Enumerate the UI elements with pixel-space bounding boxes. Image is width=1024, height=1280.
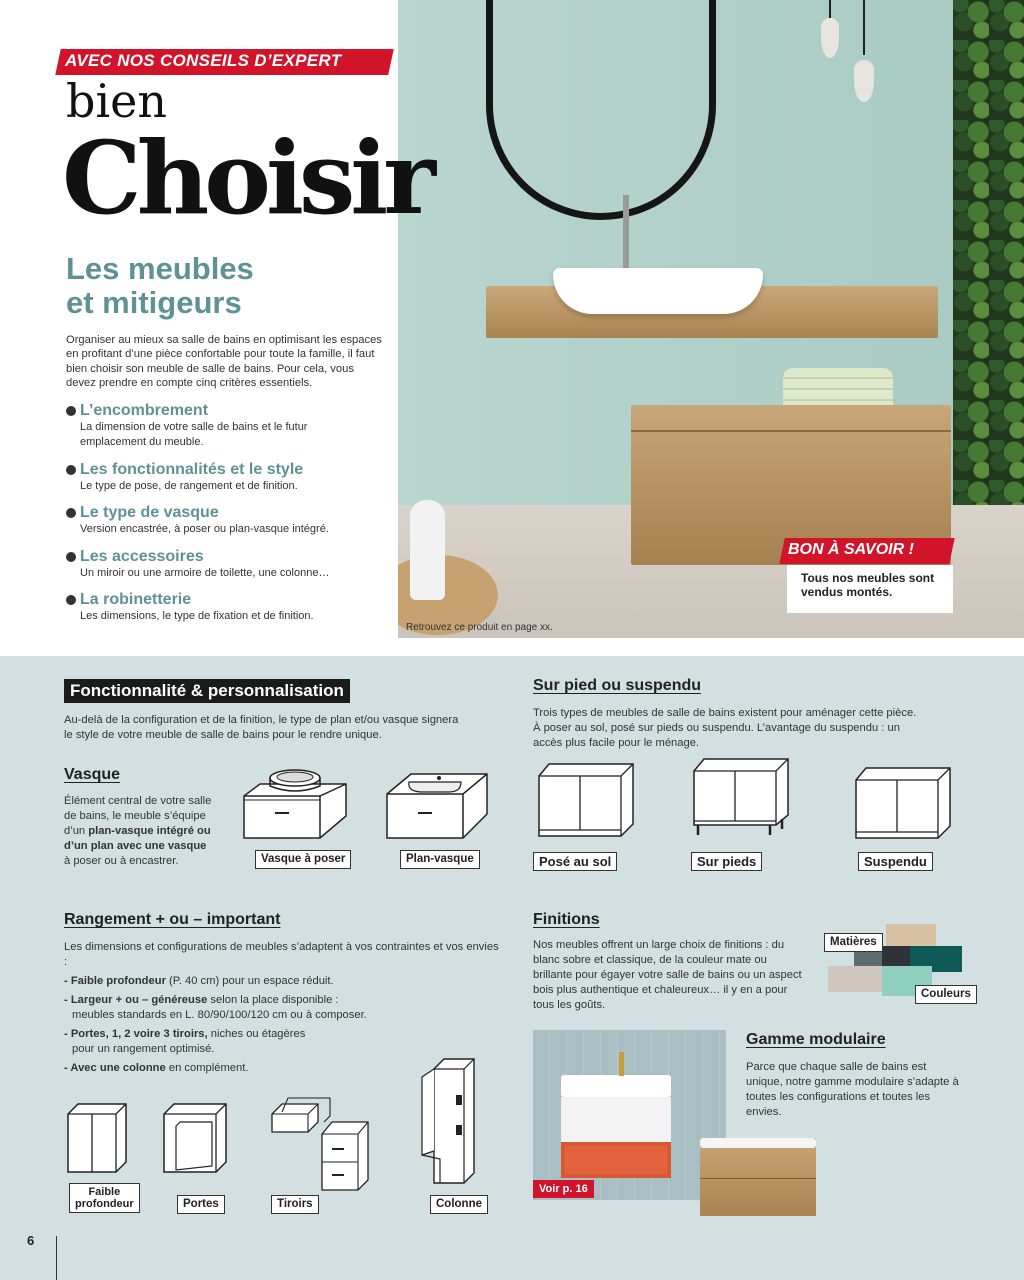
gamme-wood-basin	[700, 1138, 816, 1148]
rangement-item-text: en complément.	[165, 1062, 249, 1074]
rangement-intro: Les dimensions et configurations de meubles s’adaptent à vos contraintes et vos envies :	[64, 941, 499, 968]
bullet-icon	[66, 552, 76, 562]
criterion-title: L’encombrement	[80, 402, 209, 419]
photo-mirror	[486, 0, 716, 220]
rangement-item-bold: - Faible profondeur	[64, 975, 166, 987]
criterion-title: La robinetterie	[80, 591, 192, 608]
colonne-icon	[418, 1055, 478, 1190]
lamp-cord	[863, 0, 865, 55]
gamme-photo	[533, 1030, 726, 1200]
photo-vase	[410, 500, 445, 600]
criterion	[66, 461, 386, 494]
section-title-vasque: Vasque	[64, 766, 121, 783]
label-colonne: Colonne	[430, 1195, 488, 1214]
criterion-desc: Le type de pose, de rangement et de finition.	[80, 480, 298, 492]
photo-tap	[619, 1052, 624, 1076]
label-matieres: Matières	[824, 933, 883, 952]
photo-tap	[623, 195, 629, 270]
lamp-bulb-icon	[854, 60, 874, 102]
pose-au-sol-icon	[535, 762, 635, 847]
label-faible-profondeur	[69, 1183, 140, 1213]
criterion-desc: Un miroir ou une armoire de toilette, une colonne…	[80, 567, 330, 579]
see-page-badge[interactable]: Voir p. 16	[533, 1180, 594, 1198]
faible-profondeur-icon	[64, 1100, 130, 1180]
tiroirs-icon	[268, 1092, 378, 1192]
label-tiroirs: Tiroirs	[271, 1195, 319, 1214]
rangement-item	[64, 1027, 504, 1042]
rangement-item-text: niches ou étagères	[207, 1028, 306, 1040]
label-line: profondeur	[75, 1198, 134, 1210]
label-plan-vasque: Plan-vasque	[400, 850, 480, 869]
section-title-pied: Sur pied ou suspendu	[533, 677, 702, 694]
bullet-icon	[66, 406, 76, 416]
tip-title: BON À SAVOIR !	[788, 541, 914, 558]
finitions-text: Nos meubles offrent un large choix de finitions : du blanc sobre et classique, de la couleur mate ou brillante pour égayer votre salle de bains ou un aspect bois plus authentique et chaleureux… il y en a pour tous les goûts.	[533, 939, 802, 1011]
photo-cabinet-orange	[561, 1142, 671, 1178]
vasque-text-part: à poser ou à encastrer.	[64, 855, 179, 867]
label-line: Faible	[88, 1186, 121, 1198]
photo-drawer-line	[631, 430, 951, 432]
swatch-dark	[882, 946, 910, 966]
label-suspendu: Suspendu	[858, 852, 933, 871]
photo-basin-top	[561, 1075, 671, 1097]
plan-vasque-icon	[383, 770, 493, 845]
gamme-wood-cabinet	[700, 1138, 816, 1216]
criterion-desc: Les dimensions, le type de fixation et de finition.	[80, 610, 314, 622]
criterion	[66, 591, 386, 624]
criterion-desc: Version encastrée, à poser ou plan-vasque intégré.	[80, 523, 329, 535]
portes-icon	[160, 1100, 230, 1180]
section-title-gamme: Gamme modulaire	[746, 1031, 886, 1048]
photo-basin	[553, 268, 763, 314]
criterion-title: Le type de vasque	[80, 504, 219, 521]
sur-pieds-icon	[690, 757, 790, 842]
page-number: 6	[27, 1233, 35, 1248]
rangement-item-bold: - Avec une colonne	[64, 1062, 166, 1074]
header-ribbon-text: AVEC NOS CONSEILS D’EXPERT	[65, 51, 342, 70]
rangement-item-text: meubles standards en L. 80/90/100/120 cm ou à composer.	[72, 1009, 367, 1021]
criterion	[66, 504, 386, 537]
lamp-bulb-icon	[821, 18, 839, 58]
page-divider	[56, 1236, 57, 1280]
vasque-text-bold: plan-vasque intégré ou d’un plan avec une vasque	[64, 825, 211, 852]
page-title: Choisir	[62, 119, 431, 237]
title-small: bien	[66, 74, 168, 128]
criterion	[66, 402, 386, 450]
photo-plant-wall	[953, 0, 1024, 520]
label-sur-pieds: Sur pieds	[691, 852, 762, 871]
label-vasque-a-poser: Vasque à poser	[255, 850, 351, 869]
section-title-rangement: Rangement + ou – important	[64, 911, 281, 928]
swatch-wood-light	[886, 924, 936, 946]
criterion-title: Les fonctionnalités et le style	[80, 461, 304, 478]
fonctionnalite-text: Au-delà de la configuration et de la finition, le type de plan et/ou vasque signera le style de votre meuble de salle de bains pour le rendre unique.	[64, 714, 459, 741]
subtitle	[66, 252, 254, 320]
bullet-icon	[66, 595, 76, 605]
label-portes: Portes	[177, 1195, 225, 1214]
photo-cabinet-white	[561, 1097, 671, 1142]
tip-text: Tous nos meubles sont vendus montés.	[801, 571, 935, 599]
criterion	[66, 548, 386, 581]
rangement-item	[64, 974, 504, 989]
lamp-cord	[829, 0, 831, 18]
vasque-text-part: Élément central de votre salle de bains, le meuble s’équipe d’un	[64, 795, 212, 837]
rangement-item-text: (P. 40 cm) pour un espace réduit.	[165, 975, 334, 987]
section-title-finitions: Finitions	[533, 911, 600, 928]
subtitle-line: et mitigeurs	[66, 285, 242, 320]
vasque-a-poser-icon	[240, 768, 350, 843]
rangement-item-bold: - Largeur + ou – généreuse	[64, 994, 208, 1006]
photo-caption: Retrouvez ce produit en page xx.	[406, 622, 553, 633]
section-title-fonctionnalite: Fonctionnalité & personnalisation	[64, 679, 350, 703]
rangement-item-text: pour un rangement optimisé.	[72, 1043, 215, 1055]
gamme-drawer-line	[700, 1178, 816, 1179]
rangement-item-text: selon la place disponible :	[207, 994, 339, 1006]
suspendu-icon	[852, 766, 952, 846]
criterion-title: Les accessoires	[80, 548, 204, 565]
intro-text: Organiser au mieux sa salle de bains en optimisant les espaces en profitant d’une pièce confortable pour toute la famille, il faut bien choisir son meuble de salle de bains. Pour cela, vous devez prendre en compte cinq critères essentiels.	[66, 334, 382, 390]
rangement-item-bold: - Portes, 1, 2 voire 3 tiroirs,	[64, 1028, 208, 1040]
rangement-item	[64, 993, 504, 1008]
swatch-wood-grey	[828, 966, 882, 992]
subtitle-line: Les meubles	[66, 251, 254, 286]
bullet-icon	[66, 508, 76, 518]
vasque-text	[64, 794, 214, 869]
label-pose-au-sol: Posé au sol	[533, 852, 617, 871]
pied-text: Trois types de meubles de salle de bains existent pour aménager cette pièce. À poser au sol, posé sur pieds ou suspendu. L’avantage du suspendu : un accès plus facile pour le ménage.	[533, 707, 917, 749]
criterion-desc: La dimension de votre salle de bains et le futur emplacement du meuble.	[80, 421, 308, 448]
gamme-text: Parce que chaque salle de bains est unique, notre gamme modulaire s’adapte à toutes les configurations et toutes les envies.	[746, 1061, 959, 1118]
bullet-icon	[66, 465, 76, 475]
label-couleurs: Couleurs	[915, 985, 977, 1004]
